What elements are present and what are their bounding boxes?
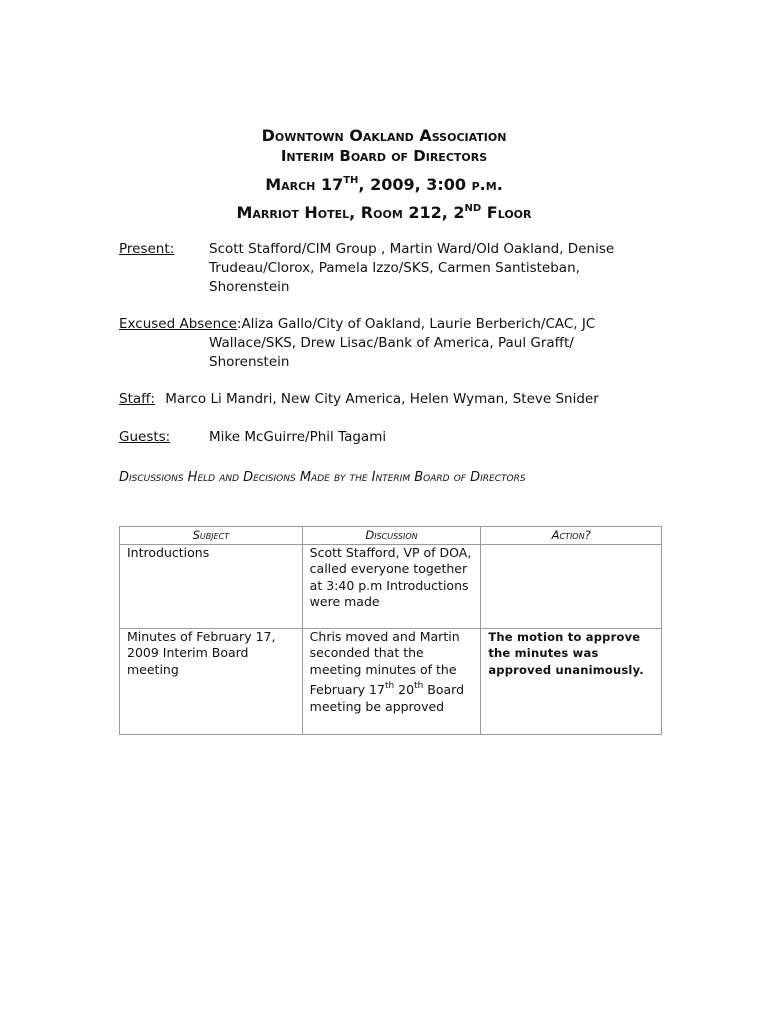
minutes-table (119, 526, 662, 735)
board-title: Interim Board of Directors (280, 147, 488, 165)
guests-value: Mike McGuirre/Phil Tagami (209, 429, 387, 445)
present-line-3: Shorenstein (209, 279, 290, 295)
row-discussion: Chris moved and Martin seconded that the meeting minutes of the February 17th 20th Board meeting be approved (302, 628, 481, 734)
present-line-1: Scott Stafford/CIM Group , Martin Ward/Old Oakland, Denise (209, 241, 615, 257)
row-subject: Minutes of February 17, 2009 Interim Board meeting (120, 628, 303, 734)
row-action (481, 544, 662, 628)
row-discussion: Scott Stafford, VP of DOA, called everyone together at 3:40 p.m Introductions were made (302, 544, 481, 628)
excused-line-1: :Aliza Gallo/City of Oakland, Laurie Berberich/CAC, JC (236, 316, 596, 332)
excused-line-3: Shorenstein (209, 354, 290, 370)
meeting-date: March 17TH, 2009, 3:00 p.m. (265, 175, 503, 194)
row-subject: Introductions (120, 544, 303, 628)
present-line-2: Trudeau/Clorox, Pamela Izzo/SKS, Carmen Santisteban, (209, 260, 580, 276)
table-row (120, 544, 662, 628)
staff-section (119, 390, 679, 409)
excused-section (119, 315, 679, 372)
guests-section (119, 428, 679, 447)
staff-value: Marco Li Mandri, New City America, Helen Wyman, Steve Snider (165, 391, 599, 407)
guests-label: Guests: (119, 429, 171, 445)
present-label: Present: (119, 241, 175, 257)
header-action: Action? (481, 527, 662, 545)
header-discussion: Discussion (302, 527, 481, 545)
discussion-title: Discussions Held and Decisions Made by the Interim Board of Directors (119, 470, 526, 485)
document-heading (0, 125, 768, 223)
header-subject: Subject (120, 527, 303, 545)
row-action: The motion to approve the minutes was approved unanimously. (481, 628, 662, 734)
present-section (119, 240, 679, 297)
staff-label: Staff: (119, 391, 155, 407)
table-header-row (120, 527, 662, 545)
excused-label: Excused Absence (119, 316, 237, 332)
excused-line-2: Wallace/SKS, Drew Lisac/Bank of America, Paul Grafft/ (209, 335, 574, 351)
meeting-location: Marriot Hotel, Room 212, 2ND Floor (236, 203, 532, 222)
table-row (120, 628, 662, 734)
org-title: Downtown Oakland Association (261, 126, 507, 145)
